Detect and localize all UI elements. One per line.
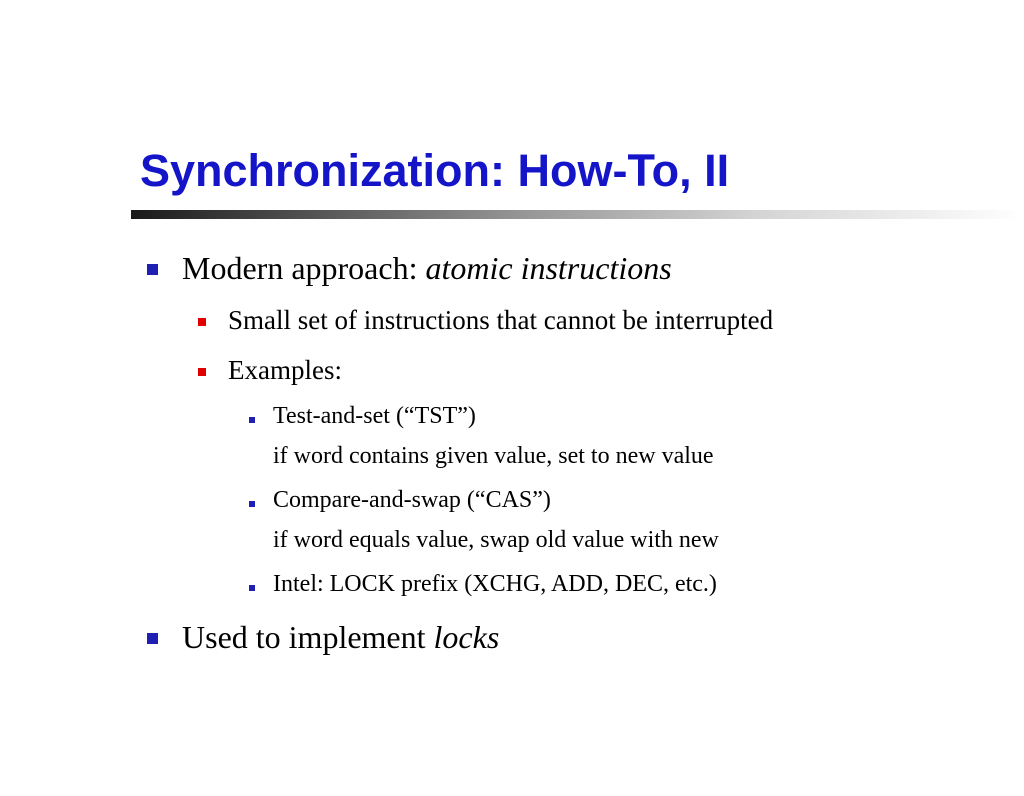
bullet-text: Modern approach: bbox=[182, 250, 426, 286]
bullet-intel-lock bbox=[273, 564, 717, 604]
bullet-text: Examples: bbox=[228, 355, 342, 385]
title-underline-rule bbox=[131, 210, 1024, 219]
bullet-examples bbox=[228, 354, 342, 387]
square-bullet-icon bbox=[147, 633, 158, 644]
bullet-used-to-implement bbox=[182, 618, 499, 656]
bullet-description: if word equals value, swap old value with new bbox=[273, 527, 719, 553]
square-bullet-icon bbox=[249, 501, 255, 507]
bullet-text: Intel: LOCK prefix (XCHG, ADD, DEC, etc.) bbox=[273, 571, 717, 597]
bullet-small-set bbox=[228, 304, 773, 337]
bullet-emphasis: atomic instructions bbox=[425, 250, 672, 286]
square-bullet-icon bbox=[198, 368, 206, 376]
square-bullet-icon bbox=[198, 318, 206, 326]
square-bullet-icon bbox=[249, 585, 255, 591]
bullet-description: if word contains given value, set to new value bbox=[273, 443, 714, 469]
bullet-text: Compare-and-swap (“CAS”) bbox=[273, 487, 551, 513]
bullet-modern-approach bbox=[182, 249, 672, 287]
slide-title: Synchronization: How-To, II bbox=[140, 145, 730, 196]
bullet-compare-and-swap bbox=[273, 480, 719, 560]
square-bullet-icon bbox=[249, 417, 255, 423]
bullet-emphasis: locks bbox=[433, 619, 500, 655]
bullet-text: Test-and-set (“TST”) bbox=[273, 403, 476, 429]
bullet-text: Small set of instructions that cannot be interrupted bbox=[228, 305, 774, 335]
square-bullet-icon bbox=[147, 264, 158, 275]
bullet-test-and-set bbox=[273, 396, 714, 476]
bullet-text: Used to implement bbox=[182, 619, 434, 655]
